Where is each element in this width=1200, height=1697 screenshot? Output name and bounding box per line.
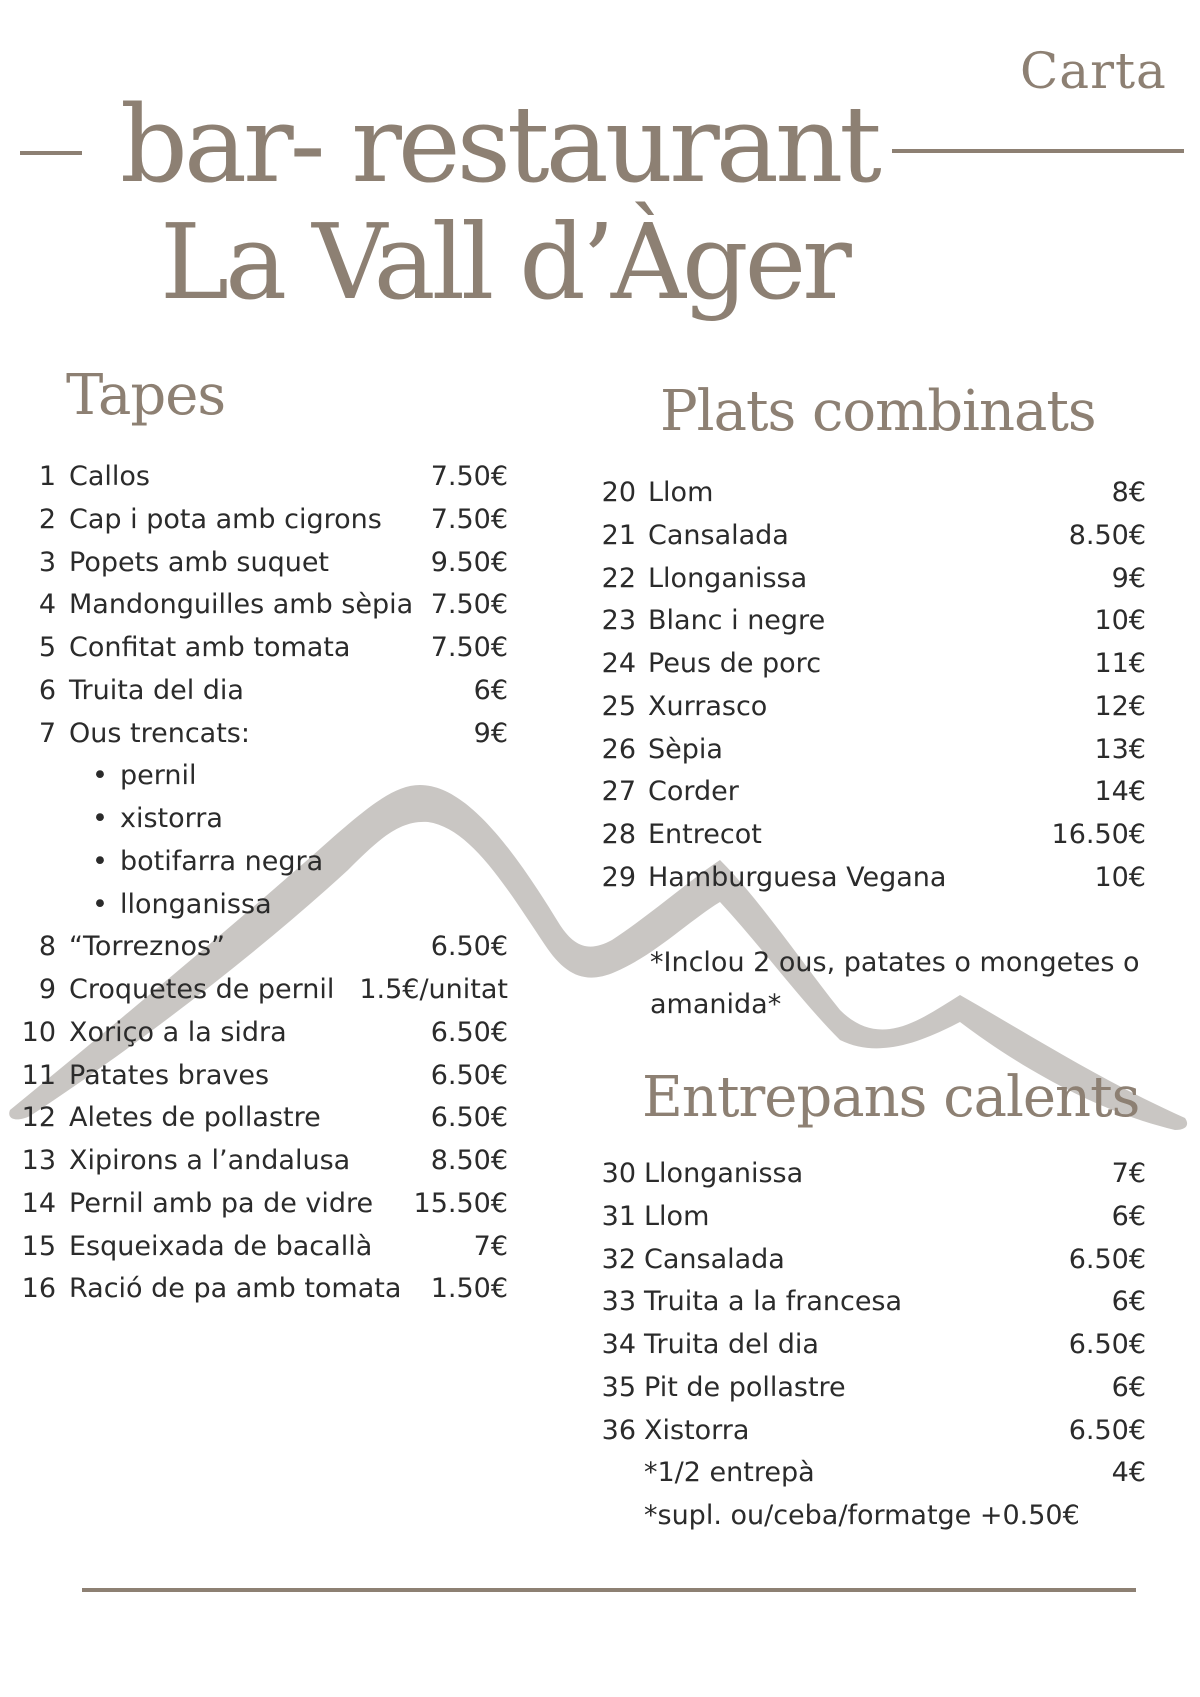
item-name: Llom	[644, 1200, 710, 1232]
menu-item	[18, 1226, 508, 1269]
item-number: 33	[601, 1286, 636, 1318]
item-number: 13	[21, 1145, 56, 1176]
item-number: 16	[21, 1273, 56, 1305]
item-number: 15	[21, 1230, 56, 1262]
item-number: 2	[38, 503, 56, 535]
item-price: 11€	[1094, 648, 1146, 679]
sub-item	[18, 755, 508, 798]
item-number: 5	[38, 632, 56, 663]
item-name: “Torreznos”	[69, 931, 226, 963]
item-number: 12	[21, 1102, 56, 1134]
item-name: Xistorra	[644, 1414, 750, 1446]
menu-item	[598, 814, 1146, 857]
item-number: 30	[601, 1158, 636, 1189]
item-name: Popets amb suquet	[69, 546, 330, 578]
item-number: 10	[21, 1016, 56, 1048]
menu-item	[598, 643, 1146, 686]
item-name: Entrecot	[648, 819, 762, 850]
item-price: 6.50€	[430, 1102, 508, 1134]
item-number: 24	[601, 648, 636, 679]
menu-item	[18, 1183, 508, 1226]
item-name: Callos	[69, 461, 150, 492]
item-price: 8.50€	[430, 1145, 508, 1176]
item-number: 4	[38, 589, 56, 621]
menu-item	[598, 1367, 1146, 1410]
item-price: 7.50€	[430, 503, 508, 535]
item-price: 1.50€	[430, 1273, 508, 1305]
item-name: Croquetes de pernil	[69, 974, 335, 1005]
item-price: 7€	[473, 1230, 508, 1262]
item-number: 32	[601, 1243, 636, 1275]
menu-item	[598, 1196, 1146, 1239]
section-title-plats: Plats combinats	[660, 379, 1096, 444]
item-number: 31	[601, 1200, 636, 1232]
item-number: 34	[601, 1329, 636, 1360]
item-price: 13€	[1094, 733, 1146, 765]
item-name: Pit de pollastre	[644, 1371, 846, 1403]
item-price: 16.50€	[1051, 819, 1146, 850]
item-name: Truita del dia	[69, 674, 244, 706]
item-number: 22	[601, 562, 636, 594]
item-number: 7	[38, 717, 56, 749]
section-title-entrepans: Entrepans calents	[642, 1065, 1140, 1130]
menu-item	[598, 857, 1146, 900]
item-price: 6€	[473, 674, 508, 706]
item-number: 6	[38, 674, 56, 706]
item-number: 23	[601, 605, 636, 637]
item-name: Truita del dia	[644, 1329, 819, 1360]
item-name: Sèpia	[648, 733, 723, 765]
menu-item	[598, 1324, 1146, 1367]
item-number: 1	[38, 461, 56, 492]
item-number: 8	[38, 931, 56, 963]
item-price: 6.50€	[430, 931, 508, 963]
item-price: 6.50€	[430, 1016, 508, 1048]
item-price: 10€	[1094, 605, 1146, 637]
plats-note-line2: amanida*	[650, 989, 782, 1020]
menu-item	[598, 1153, 1146, 1196]
plats-list	[598, 472, 1146, 900]
bullet-icon: •	[92, 845, 108, 877]
sub-item-name: pernil	[120, 760, 197, 792]
item-name: Esqueixada de bacallà	[69, 1230, 373, 1262]
item-price: 14€	[1094, 776, 1146, 808]
item-price: 15.50€	[413, 1187, 508, 1219]
item-name: Cansalada	[648, 519, 789, 551]
menu-item	[18, 584, 508, 627]
item-price: 9.50€	[430, 546, 508, 578]
item-name: Blanc i negre	[648, 605, 826, 637]
plats-note	[650, 942, 1150, 1026]
item-name: Llonganissa	[648, 562, 808, 594]
item-number: 11	[21, 1059, 56, 1091]
title-rule-left	[20, 151, 82, 155]
sub-item-name: xistorra	[120, 803, 223, 834]
menu-item	[18, 969, 508, 1012]
menu-item	[18, 713, 508, 756]
item-name: Llom	[648, 477, 714, 508]
menu-item	[598, 515, 1146, 558]
item-name: Xipirons a l’andalusa	[69, 1145, 351, 1176]
menu-item	[598, 1281, 1146, 1324]
carta-label: Carta	[1020, 42, 1167, 100]
menu-item	[18, 1012, 508, 1055]
menu-item	[18, 1055, 508, 1098]
item-price: 6€	[1111, 1371, 1146, 1403]
menu-item	[598, 729, 1146, 772]
item-price: 6€	[1111, 1286, 1146, 1318]
sub-item-name: llonganissa	[120, 888, 272, 920]
item-name: Cap i pota amb cigrons	[69, 503, 382, 535]
item-name: Xurrasco	[648, 690, 768, 722]
item-name: Pernil amb pa de vidre	[69, 1187, 374, 1219]
section-title-tapes: Tapes	[66, 363, 226, 428]
half-sandwich-row	[598, 1452, 1146, 1495]
menu-item	[18, 542, 508, 585]
item-price: 6.50€	[1068, 1329, 1146, 1360]
bullet-icon: •	[92, 760, 108, 792]
plats-note-line1: *Inclou 2 ous, patates o mongetes o	[650, 947, 1140, 978]
tapes-list	[18, 456, 508, 1311]
menu-item	[598, 771, 1146, 814]
item-price: 7.50€	[430, 632, 508, 663]
item-name: Peus de porc	[648, 648, 822, 679]
menu-item	[18, 1268, 508, 1311]
menu-item	[18, 456, 508, 499]
item-number: 26	[601, 733, 636, 765]
item-number: 20	[601, 477, 636, 508]
item-number: 9	[38, 974, 56, 1005]
menu-item	[18, 1097, 508, 1140]
menu-item	[18, 627, 508, 670]
item-price: 7.50€	[430, 589, 508, 621]
menu-item	[18, 499, 508, 542]
item-number: 27	[601, 776, 636, 808]
item-price: 10€	[1094, 861, 1146, 893]
item-price: 1.5€/unitat	[359, 974, 508, 1005]
entrepans-list	[598, 1153, 1146, 1538]
bullet-icon: •	[92, 803, 108, 834]
item-price: 8€	[1111, 477, 1146, 508]
item-price: 8.50€	[1068, 519, 1146, 551]
item-name: Corder	[648, 776, 739, 808]
item-price: 6.50€	[1068, 1414, 1146, 1446]
item-number: 28	[601, 819, 636, 850]
menu-item	[18, 926, 508, 969]
menu-item	[18, 670, 508, 713]
menu-item	[598, 1239, 1146, 1282]
menu-item	[598, 686, 1146, 729]
sub-item	[18, 884, 508, 927]
item-name: Aletes de pollastre	[69, 1102, 321, 1134]
item-name: Ració de pa amb tomata	[69, 1273, 402, 1305]
item-price: 9€	[473, 717, 508, 749]
item-name: Xoriço a la sidra	[69, 1016, 287, 1048]
menu-item	[598, 1410, 1146, 1453]
bullet-icon: •	[92, 888, 108, 920]
item-name: Hamburguesa Vegana	[648, 861, 947, 893]
restaurant-title-line2: La Vall d’Àger	[160, 201, 848, 323]
item-name: Cansalada	[644, 1243, 785, 1275]
item-name: Ous trencats:	[69, 717, 250, 749]
item-number: 29	[601, 861, 636, 893]
item-number: 25	[601, 690, 636, 722]
item-price: 7.50€	[430, 461, 508, 492]
menu-item	[598, 600, 1146, 643]
item-price: 6.50€	[1068, 1243, 1146, 1275]
item-name: Llonganissa	[644, 1158, 804, 1189]
menu-item	[598, 558, 1146, 601]
item-price: 6€	[1111, 1200, 1146, 1232]
item-number: 21	[601, 519, 636, 551]
half-sandwich-price: 4€	[1111, 1457, 1146, 1489]
item-name: Patates braves	[69, 1059, 270, 1091]
half-sandwich-label: *1/2 entrepà	[644, 1457, 815, 1489]
menu-item	[18, 1140, 508, 1183]
sub-item-name: botifarra negra	[120, 845, 324, 877]
item-price: 7€	[1111, 1158, 1146, 1189]
restaurant-title-line1: bar- restaurant	[120, 83, 878, 206]
item-number: 3	[38, 546, 56, 578]
supplement-row	[598, 1495, 1146, 1538]
item-number: 36	[601, 1414, 636, 1446]
item-name: Confitat amb tomata	[69, 632, 351, 663]
sub-item	[18, 798, 508, 841]
footer-rule	[82, 1588, 1136, 1592]
item-price: 9€	[1111, 562, 1146, 594]
title-rule-right	[892, 149, 1184, 153]
item-price: 12€	[1094, 690, 1146, 722]
supplement-note: *supl. ou/ceba/formatge +0.50€	[644, 1500, 1080, 1531]
sub-item	[18, 841, 508, 884]
item-price: 6.50€	[430, 1059, 508, 1091]
item-name: Mandonguilles amb sèpia	[69, 589, 414, 621]
item-name: Truita a la francesa	[644, 1286, 903, 1318]
item-number: 14	[21, 1187, 56, 1219]
menu-item	[598, 472, 1146, 515]
item-number: 35	[601, 1371, 636, 1403]
